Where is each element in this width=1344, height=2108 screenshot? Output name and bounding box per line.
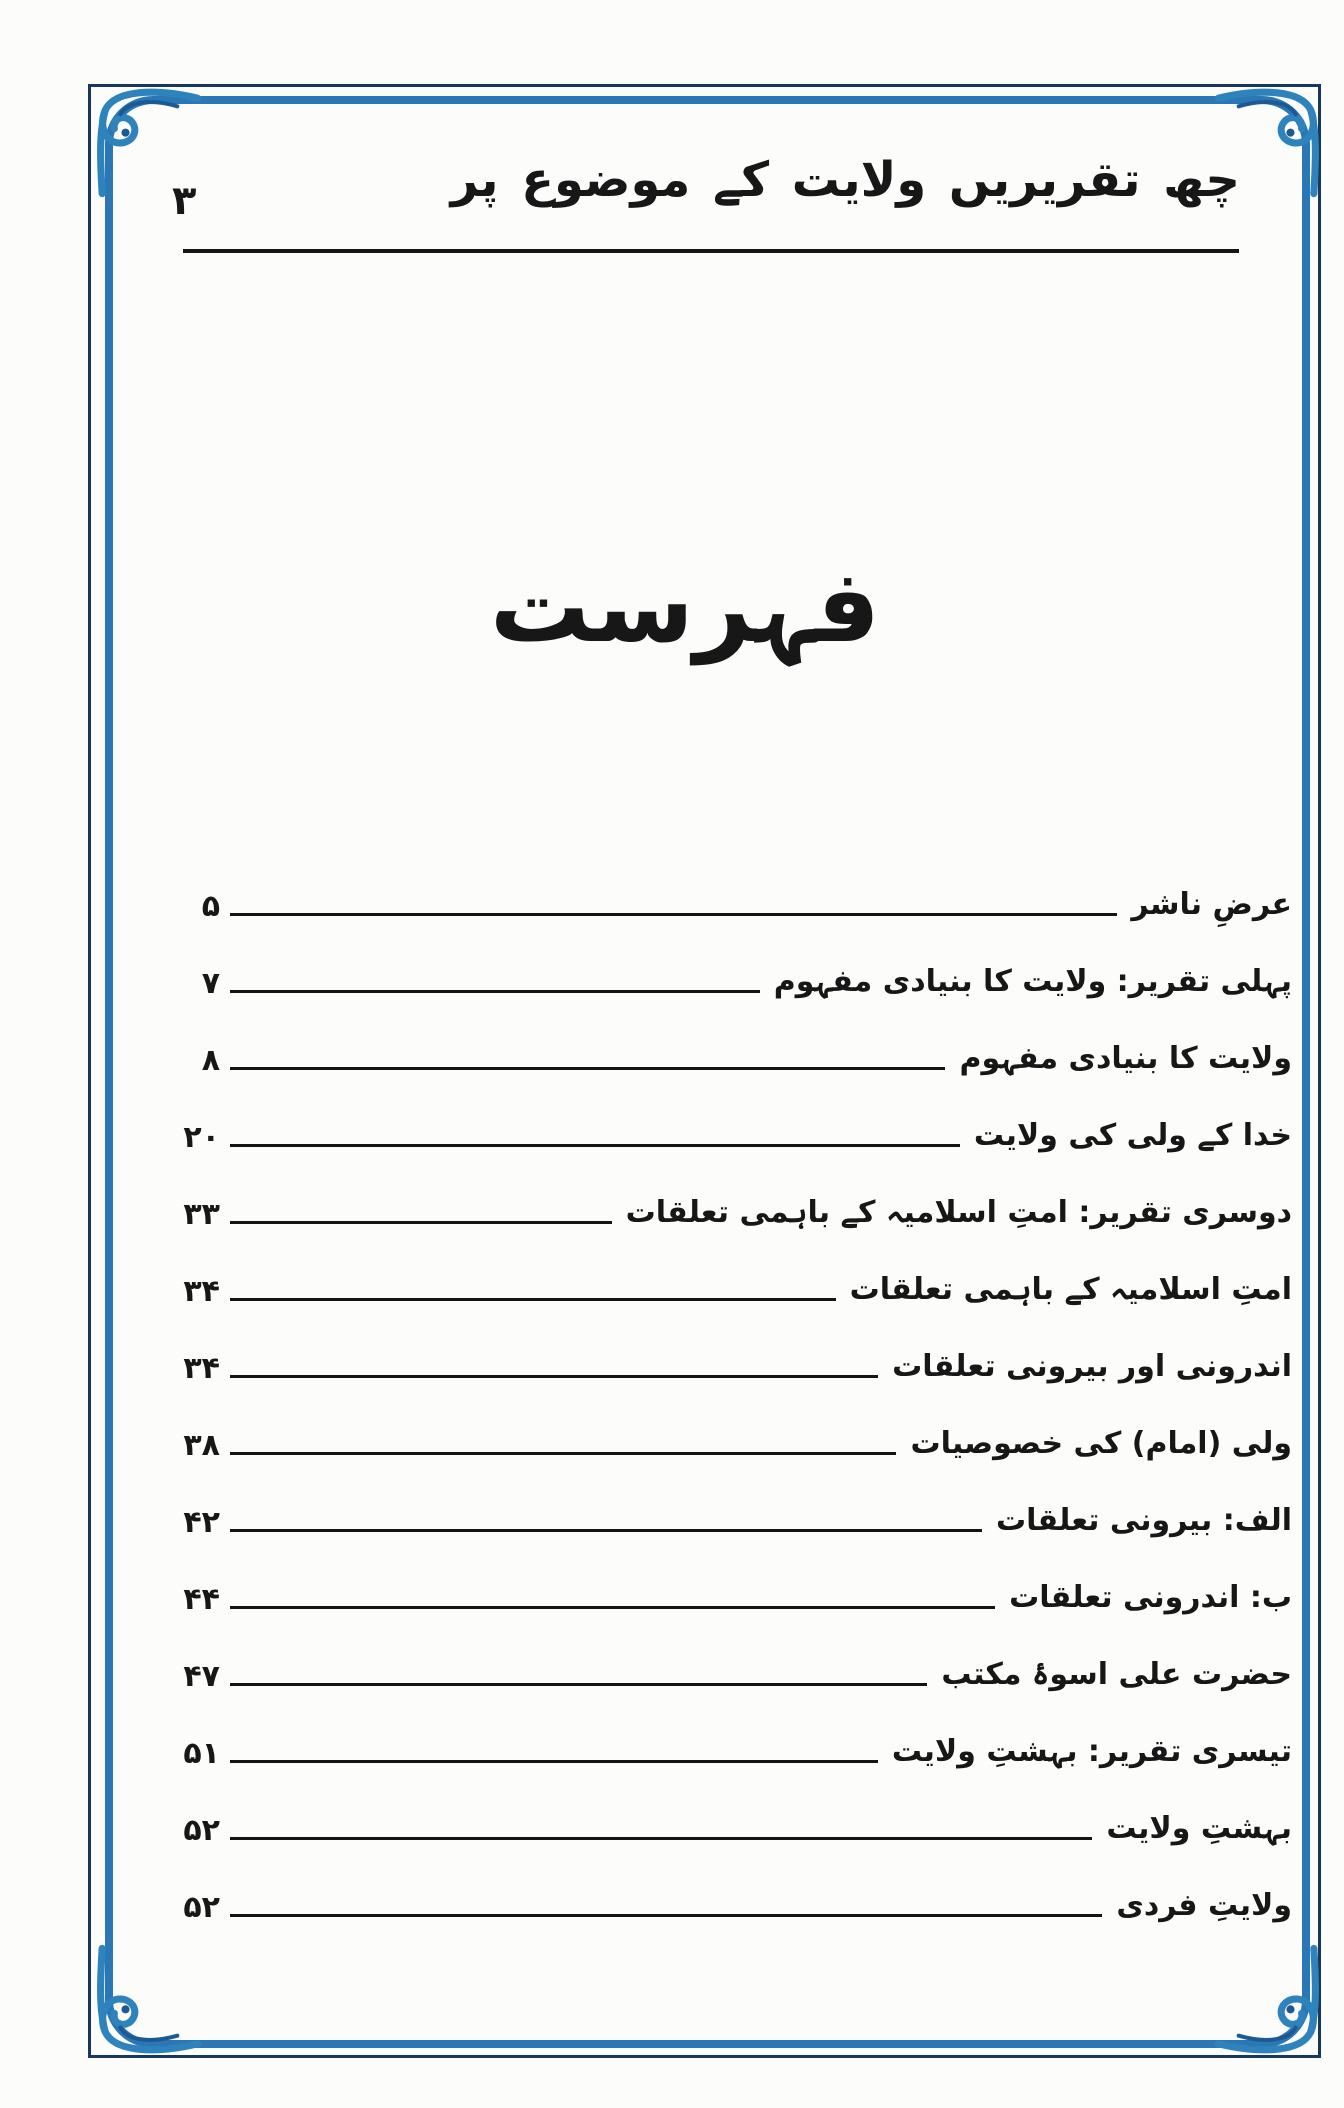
toc-entry-page-number: ۵۲: [183, 1890, 220, 1925]
corner-flourish-icon: [92, 88, 224, 220]
toc-entry: [176, 1559, 1292, 1636]
toc-leader-line: [230, 1452, 896, 1455]
toc-leader-line: [230, 913, 1117, 916]
toc-entry: [176, 1790, 1292, 1867]
toc-entry-page-number: ۴۴: [183, 1582, 220, 1617]
toc-entry-page-number: ۴۲: [183, 1505, 220, 1540]
toc-entry-page-number: ۴۷: [183, 1659, 220, 1694]
toc-entry: [176, 1405, 1292, 1482]
toc-entry-page-number: ۷: [201, 966, 220, 1001]
toc-entry-page-number: ۵۲: [183, 1813, 220, 1848]
toc-leader-line: [230, 1914, 1102, 1917]
toc-entry-title: خدا کے ولی کی ولایت: [973, 1118, 1292, 1153]
toc-leader-line: [230, 1144, 960, 1147]
toc-entry-title: ب: اندرونی تعلقات: [1009, 1580, 1292, 1615]
toc-entry: [176, 1867, 1292, 1944]
toc-leader-line: [230, 1683, 927, 1686]
running-header-title: چھ تقریریں ولایت کے موضوع پر: [450, 152, 1240, 208]
toc-entry-page-number: ۲۰: [183, 1120, 220, 1155]
toc-entry-title: ولایت کا بنیادی مفہوم: [959, 1041, 1292, 1076]
toc-leader-line: [230, 1298, 836, 1301]
toc-entry-page-number: ۳۴: [183, 1274, 220, 1309]
header-rule: [183, 249, 1239, 253]
toc-entry-title: اندرونی اور بیرونی تعلقات: [892, 1349, 1292, 1384]
toc-entry-title: حضرت علی اسوۂ مکتب: [941, 1657, 1292, 1692]
toc-entry-page-number: ۸: [201, 1043, 220, 1078]
toc-leader-line: [230, 1837, 1092, 1840]
toc-entry: [176, 1020, 1292, 1097]
toc-list: [176, 866, 1292, 1944]
toc-entry: [176, 943, 1292, 1020]
toc-entry: [176, 866, 1292, 943]
toc-entry-title: بہشتِ ولایت: [1106, 1811, 1292, 1846]
contents-title: فہرست: [489, 548, 881, 665]
toc-entry-title: الف: بیرونی تعلقات: [995, 1503, 1292, 1538]
toc-entry: [176, 1713, 1292, 1790]
toc-leader-line: [230, 1375, 878, 1378]
toc-entry: [176, 1174, 1292, 1251]
toc-entry-title: تیسری تقریر: بہشتِ ولایت: [891, 1734, 1292, 1769]
toc-leader-line: [230, 1067, 945, 1070]
toc-entry-page-number: ۵: [201, 889, 220, 924]
toc-entry-page-number: ۳۸: [183, 1428, 220, 1463]
toc-entry-title: امتِ اسلامیہ کے باہمی تعلقات: [849, 1272, 1292, 1307]
toc-leader-line: [230, 1221, 612, 1224]
toc-entry-page-number: ۳۳: [183, 1197, 220, 1232]
toc-entry: [176, 1251, 1292, 1328]
toc-entry: [176, 1636, 1292, 1713]
toc-entry-title: ولایتِ فردی: [1116, 1888, 1292, 1923]
toc-entry: [176, 1482, 1292, 1559]
toc-entry: [176, 1328, 1292, 1405]
toc-leader-line: [230, 990, 760, 993]
toc-entry: [176, 1097, 1292, 1174]
toc-entry-title: دوسری تقریر: امتِ اسلامیہ کے باہمی تعلقات: [625, 1195, 1292, 1230]
toc-entry-page-number: ۳۴: [183, 1351, 220, 1386]
toc-entry-title: ولی (امام) کی خصوصیات: [910, 1426, 1292, 1461]
page-number: ۳: [172, 178, 197, 224]
toc-leader-line: [230, 1760, 878, 1763]
toc-leader-line: [230, 1606, 995, 1609]
toc-leader-line: [230, 1529, 982, 1532]
toc-entry-title: عرضِ ناشر: [1131, 887, 1292, 922]
toc-entry-page-number: ۵۱: [183, 1736, 220, 1771]
toc-entry-title: پہلی تقریر: ولایت کا بنیادی مفہوم: [773, 964, 1292, 999]
